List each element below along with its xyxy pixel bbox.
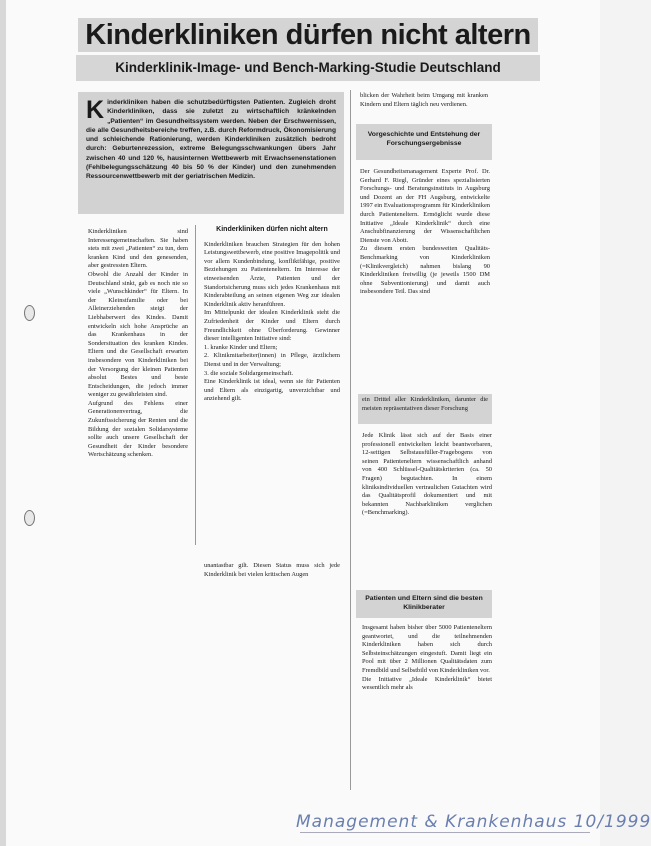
lead-text: inderkliniken haben die schutzbedürftigsten Patienten. Zugleich droht Kinderkliniken, dass sie zuletzt zu wirtschaftlich kränkelnden „Patienten“ im Gesundheitssystem werden. Neben der Erschwernissen, die alle Gesundheitsbereiche treffen, z.B. durch Reformdruck, Ökonomisierung und schleichende Rationierung, werden Kinderkliniken zusätzlich bedroht durch: Geburtenrezession, extreme Belegungsschwankungen übers Jahr zwischen 40 und 120 %, hausinternen Wettbewerb mit Erwachsenenstationen (Fehlbelegungsschätzung 40 bis 50 % der Kinder) und den zunehmenden Ressourcenwettbewerb mit der geriatrischen Medizin. <box>86 99 336 181</box>
column-3-heading: Vorgeschichte und Entstehung der Forschungsergebnisse <box>367 131 481 147</box>
column-3-body: Der Gesundheitsmanagement Experte Prof. Dr. Gerhard F. Riegl, Gründer eines spezialisierten Forschungs- und Beratungsinstituts in Augsburg und Dozent an der FH Augsburg, entwickelte 1997 ein Evaluationsprogramm für Kinderkliniken durch Patienteneltern. Ermöglicht wurde diese Initiative „Ideale Kinderklinik“ durch eine Anschubfinanzierung der Wissenschaftlichen Dienste von Abott. Zu diesem ersten bundesweiten Qualitäts-Benchmarking von Kinderkliniken (=Klinikvergleich) nahmen bislang 90 Kinderkliniken freiwillig (je jeweils 1500 DM ohne Subventionierung) und damit auch insbesondere Teil. Das sind <box>360 168 490 296</box>
column-3-body-2: Jede Klinik lässt sich auf der Basis einer professionell entwickelten leicht beantworbaren, 12-seitigen Selbstausfüller-Fragebogens von seinen Patienteneltern wissenschaftlich anhand von 400 Schlüssel-Qualitätskriterien (ca. 50 Fragen) begutachten. In einem kliniksindividuellen vertraulichen Gutachten wird das Qualitätsprofil dokumentiert und mit bekannten Nachbarkliniken verglichen (=Benchmarking). <box>362 432 492 517</box>
column-3-heading-2-box <box>356 590 492 618</box>
column-2-text: Kinderkliniken brauchen Strategien für den hohen Leistungswettbewerb, eine positive Imagepolitik und vor allem Kundenbindung, konfliktfähige, positive Beziehungen zu Patienteneltern. Im Interesse der einweisenden Ärzte, Patienten und der Standortsicherung muss sich jedes Krankenhaus mit Kinderabteilung an seinen eigenen Weg zur idealen Kinderklinik aktiv heranführen. Im Mittelpunkt der idealen Kinderklinik steht die Zufriedenheit der Kinder und Eltern durch Freundlichkeit ohne Überforderung. Gewinner dieser intelligenten Initiative sind: 1. kranke Kinder und Eltern; 2. Klinikmitarbeiter(innen) in Pflege, ärztlichem Dienst und in der Verwaltung; 3. die soziale Solidargemeinschaft. Eine Kinderklinik ist ideal, wenn sie für Patienten und Eltern als einzigartig, unverzichtbar und anziehend gilt. <box>204 240 340 403</box>
headline: Kinderkliniken dürfen nicht altern <box>78 18 538 52</box>
note-underline <box>300 832 590 833</box>
subheadline: Kinderklinik-Image- und Bench-Marking-Studie Deutschland <box>76 55 540 81</box>
column-3-body-3: Insgesamt haben bisher über 5000 Patienteneltern geantwortet, und die teilnehmenden Kinderkliniken haben sich durch Selbsteinschätzungen eingestuft. Damit liegt ein Pool mit über 2 Millionen Qualitätsdaten zum Fremdbild und Selbstbild von Kinderkliniken vor. Die Initiative „Ideale Kinderklinik“ bietet wesentlich mehr als <box>362 624 492 692</box>
dropcap: K <box>86 96 105 124</box>
column-2 <box>204 224 340 554</box>
column-rule <box>195 225 196 545</box>
handwritten-source-note: Management & Krankenhaus 10/1999 <box>296 812 651 832</box>
column-2-continuation: unantastbar gilt. Diesen Status muss sich jede Kinderklinik bei vielen kritischen Augen <box>204 562 340 578</box>
punch-hole-top <box>24 305 35 321</box>
lead-paragraph <box>78 92 344 214</box>
punch-hole-bottom <box>24 510 35 526</box>
column-3-heading-2: Patienten und Eltern sind die besten Klinikberater <box>365 595 483 611</box>
column-3-heading-box <box>356 124 492 160</box>
column-1-text: Kinderkliniken sind Interessengemeinschaften. Sie haben stets mit zwei „Patienten“ zu tun, dem kranken Kind und den genesenden, aber gestressten Eltern. Obwohl die Anzahl der Kinder in Deutschland sinkt, gab es noch nie so viele „Wunschkinder“ für Eltern. In der Kleinstfamilie oder bei Alleinerziehenden steigt der Liebhaberwert des Kindes. Damit entwickeln sich hohe Ansprüche an das Krankenhaus in der Sondersituation des kranken Kindes. Eltern und die Gesellschaft erwarten insbesondere von Kinderkliniken bei der Versorgung der kleinen Patienten absolut Bestes und beste Entscheidungen, die jedoch immer weniger zu gewährleisten sind. Aufgrund des Fehlens einer Generationenvertrag, die Zukunftssicherung der Renten und die Bildung der sozialen Solidarsysteme sollte auch unsere Gesellschaft der Gesundheit der Kinder besondere Wertschätzung schenken. <box>88 228 188 459</box>
scan-edge <box>0 0 6 846</box>
column-3-top: blicken der Wahrheit beim Umgang mit kranken Kindern und Eltern täglich neu verdienen. <box>360 92 488 108</box>
column-3-highlight: ein Drittel aller Kinderkliniken, darunter die meisten repräsentativen dieser Forschung <box>358 394 492 424</box>
column-rule <box>350 90 351 790</box>
column-2-heading: Kinderkliniken dürfen nicht altern <box>216 226 328 233</box>
